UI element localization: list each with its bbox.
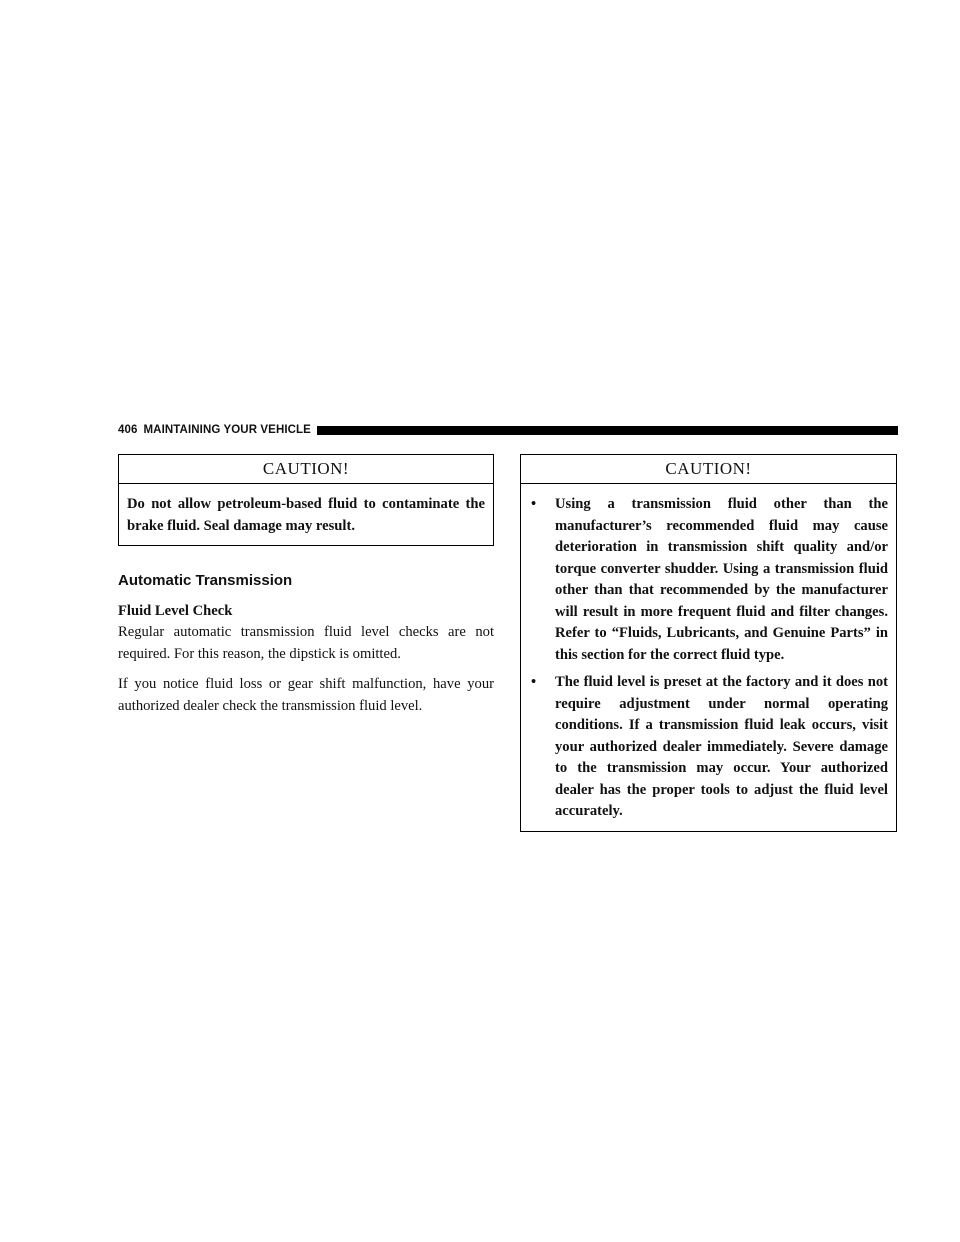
bullet-icon: • — [531, 674, 537, 690]
header-rule — [317, 426, 898, 435]
list-item-text: Using a transmission fluid other than the manufacturer’s recommended fluid may cause deterioration in transmission shift quality and/or torque converter shudder. Using a transmission fluid other than that recommended by the manufacturer will result in more frequent fluid and filter changes. Refer to “Fluids, Lubricants, and Genuine Parts” in this section for the correct fluid type. — [555, 496, 888, 663]
section-title: MAINTAINING YOUR VEHICLE — [143, 424, 311, 436]
caution-body — [119, 484, 493, 545]
paragraph: If you notice fluid loss or gear shift malfunction, have your authorized dealer check the transmission fluid level. — [118, 676, 494, 714]
page-header — [118, 420, 898, 440]
caution-title: CAUTION! — [119, 455, 493, 484]
section-heading: Automatic Transmission — [118, 572, 293, 589]
left-column — [118, 454, 494, 726]
list-item — [529, 494, 888, 666]
caution-text: Do not allow petroleum-based fluid to contaminate the brake fluid. Seal damage may result. — [127, 496, 485, 534]
caution-box-transmission-fluid — [520, 454, 897, 832]
caution-title: CAUTION! — [521, 455, 896, 484]
paragraph: Regular automatic transmission fluid level checks are not required. For this reason, the dipstick is omitted. — [118, 624, 494, 662]
list-item — [529, 672, 888, 823]
caution-box-brake-fluid — [118, 454, 494, 546]
bullet-icon: • — [531, 496, 537, 512]
caution-bullet-list — [529, 494, 888, 823]
page-number: 406 — [118, 424, 138, 436]
list-item-text: The fluid level is preset at the factory and it does not require adjustment under normal operating conditions. If a transmission fluid leak occurs, visit your authorized dealer immediately. Severe damage to the transmission may occur. Your authorized dealer has the proper tools to adjust the fluid level accurately. — [555, 674, 888, 819]
caution-body — [521, 484, 896, 831]
right-column — [520, 454, 897, 832]
subsection-heading: Fluid Level Check — [118, 603, 233, 619]
